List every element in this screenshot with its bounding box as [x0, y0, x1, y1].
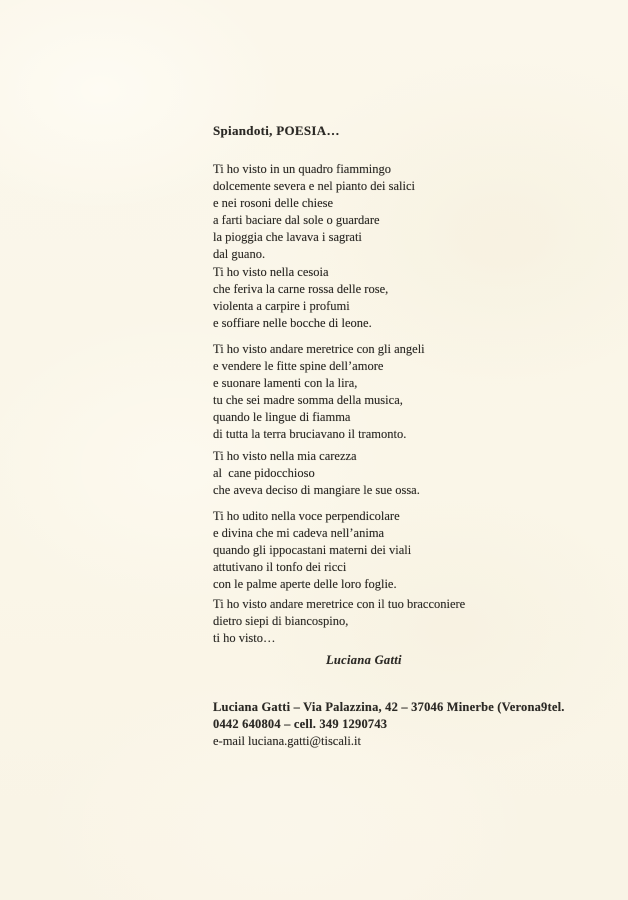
poem-stanza	[213, 596, 465, 647]
poem-line: Ti ho visto andare meretrice con gli angeli	[213, 342, 425, 356]
poem-line: Ti ho visto andare meretrice con il tuo bracconiere	[213, 597, 466, 611]
poem-line: ti ho visto…	[213, 631, 276, 645]
author-signature: Luciana Gatti	[326, 653, 402, 667]
poem-line: tu che sei madre somma della musica,	[213, 393, 403, 407]
poem-line: Ti ho udito nella voce perpendicolare	[213, 509, 400, 523]
poem-line: e vendere le fitte spine dell’amore	[213, 359, 384, 373]
contact-phone-line: 0442 640804 – cell. 349 1290743	[213, 717, 388, 731]
poem-stanza	[213, 161, 415, 263]
poem-line: la pioggia che lavava i sagrati	[213, 230, 362, 244]
poem-stanza	[213, 341, 425, 443]
poem-line: quando le lingue di fiamma	[213, 410, 351, 424]
poem-stanza	[213, 508, 411, 593]
poem-line: al cane pidocchioso	[213, 466, 315, 480]
contact-email-line: e-mail luciana.gatti@tiscali.it	[213, 734, 361, 748]
poem-line: quando gli ippocastani materni dei viali	[213, 543, 412, 557]
contact-footer	[213, 699, 565, 750]
poem-line: Ti ho visto nella mia carezza	[213, 449, 357, 463]
poem-line: dietro siepi di biancospino,	[213, 614, 349, 628]
poem-line: e divina che mi cadeva nell’anima	[213, 526, 385, 540]
poem-stanza	[213, 264, 388, 332]
poem-line: e nei rosoni delle chiese	[213, 196, 334, 210]
poem-line: violenta a carpire i profumi	[213, 299, 350, 313]
poem-line: Ti ho visto nella cesoia	[213, 265, 329, 279]
poem-line: attutivano il tonfo dei ricci	[213, 560, 347, 574]
poem-line: che feriva la carne rossa delle rose,	[213, 282, 389, 296]
poem-line: con le palme aperte delle loro foglie.	[213, 577, 397, 591]
poem-line: e soffiare nelle bocche di leone.	[213, 316, 372, 330]
poem-line: e suonare lamenti con la lira,	[213, 376, 358, 390]
poem-line: dolcemente severa e nel pianto dei salici	[213, 179, 415, 193]
contact-address-line: Luciana Gatti – Via Palazzina, 42 – 37046 Minerbe (Verona9tel.	[213, 700, 565, 714]
poem-line: a farti baciare dal sole o guardare	[213, 213, 380, 227]
poem-stanza	[213, 448, 420, 499]
poem-line: di tutta la terra bruciavano il tramonto.	[213, 427, 407, 441]
poem-line: che aveva deciso di mangiare le sue ossa.	[213, 483, 420, 497]
poem-line: dal guano.	[213, 247, 266, 261]
poem-line: Ti ho visto in un quadro fiammingo	[213, 162, 392, 176]
poem-title: Spiandoti, POESIA…	[213, 122, 340, 138]
